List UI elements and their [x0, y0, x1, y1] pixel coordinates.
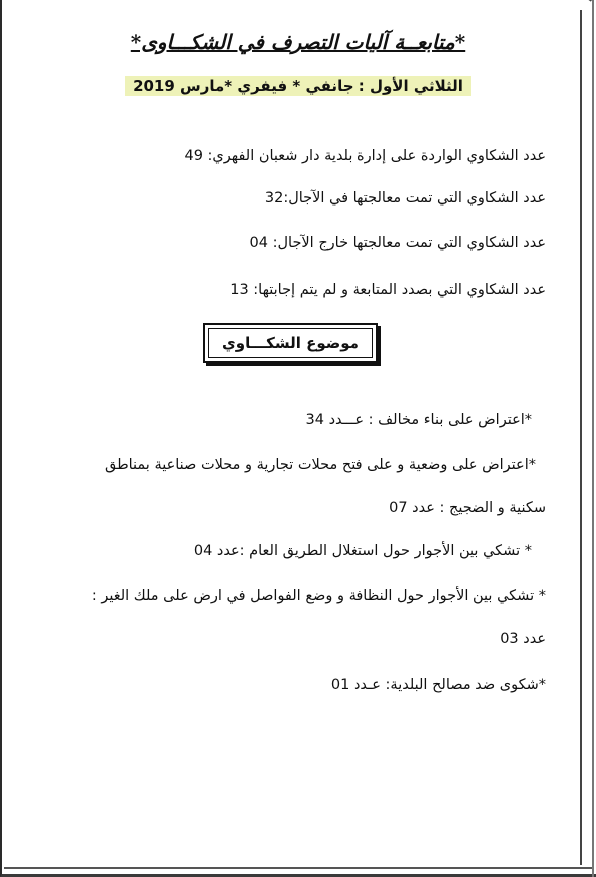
topic-illegal-building: *اعتراض على بناء مخالف : عـــدد 34	[305, 412, 532, 428]
document-title-text: *متابعــة آليات التصرف في الشكـــاوى*	[130, 30, 466, 54]
stat-line-late: عدد الشكاوي التي تمت معالجتها خارج الآجال: 04	[249, 235, 546, 251]
topic-municipality: *شكوى ضد مصالح البلدية: عـدد 01	[330, 677, 546, 693]
stat-line-on-time: عدد الشكاوي التي تمت معالجتها في الآجال:32	[264, 190, 546, 206]
period-wrap	[0, 76, 596, 96]
topic-cleanliness-line1: * تشكي بين الأجوار حول النظافة و وضع الفواصل في ارض على ملك الغير :	[91, 588, 546, 604]
period-label: الثلاثي الأول : جانفي * فيفري *مارس 2019	[125, 76, 471, 96]
page-right-edge	[592, 0, 594, 877]
topic-public-road: * تشكي بين الأجوار حول استغلال الطريق العام :عدد 04	[193, 543, 532, 559]
page-right-rule	[580, 10, 582, 865]
stat-line-pending: عدد الشكاوي التي بصدد المتابعة و لم يتم إجابتها: 13	[230, 282, 546, 298]
page-bottom-rule	[4, 867, 592, 869]
section-heading: موضوع الشكـــاوي	[208, 328, 373, 358]
topic-shops-line1: *اعتراض على وضعية و على فتح محلات تجارية و محلات صناعية بمناطق	[104, 457, 536, 473]
document-title	[0, 30, 596, 54]
stat-line-received: عدد الشكاوي الواردة على إدارة بلدية دار شعبان الفهري: 49	[184, 148, 546, 164]
topic-shops-line2: سكنية و الضجيج : عدد 07	[389, 500, 546, 516]
topic-cleanliness-line2: عدد 03	[500, 631, 546, 647]
section-heading-box	[203, 323, 378, 363]
